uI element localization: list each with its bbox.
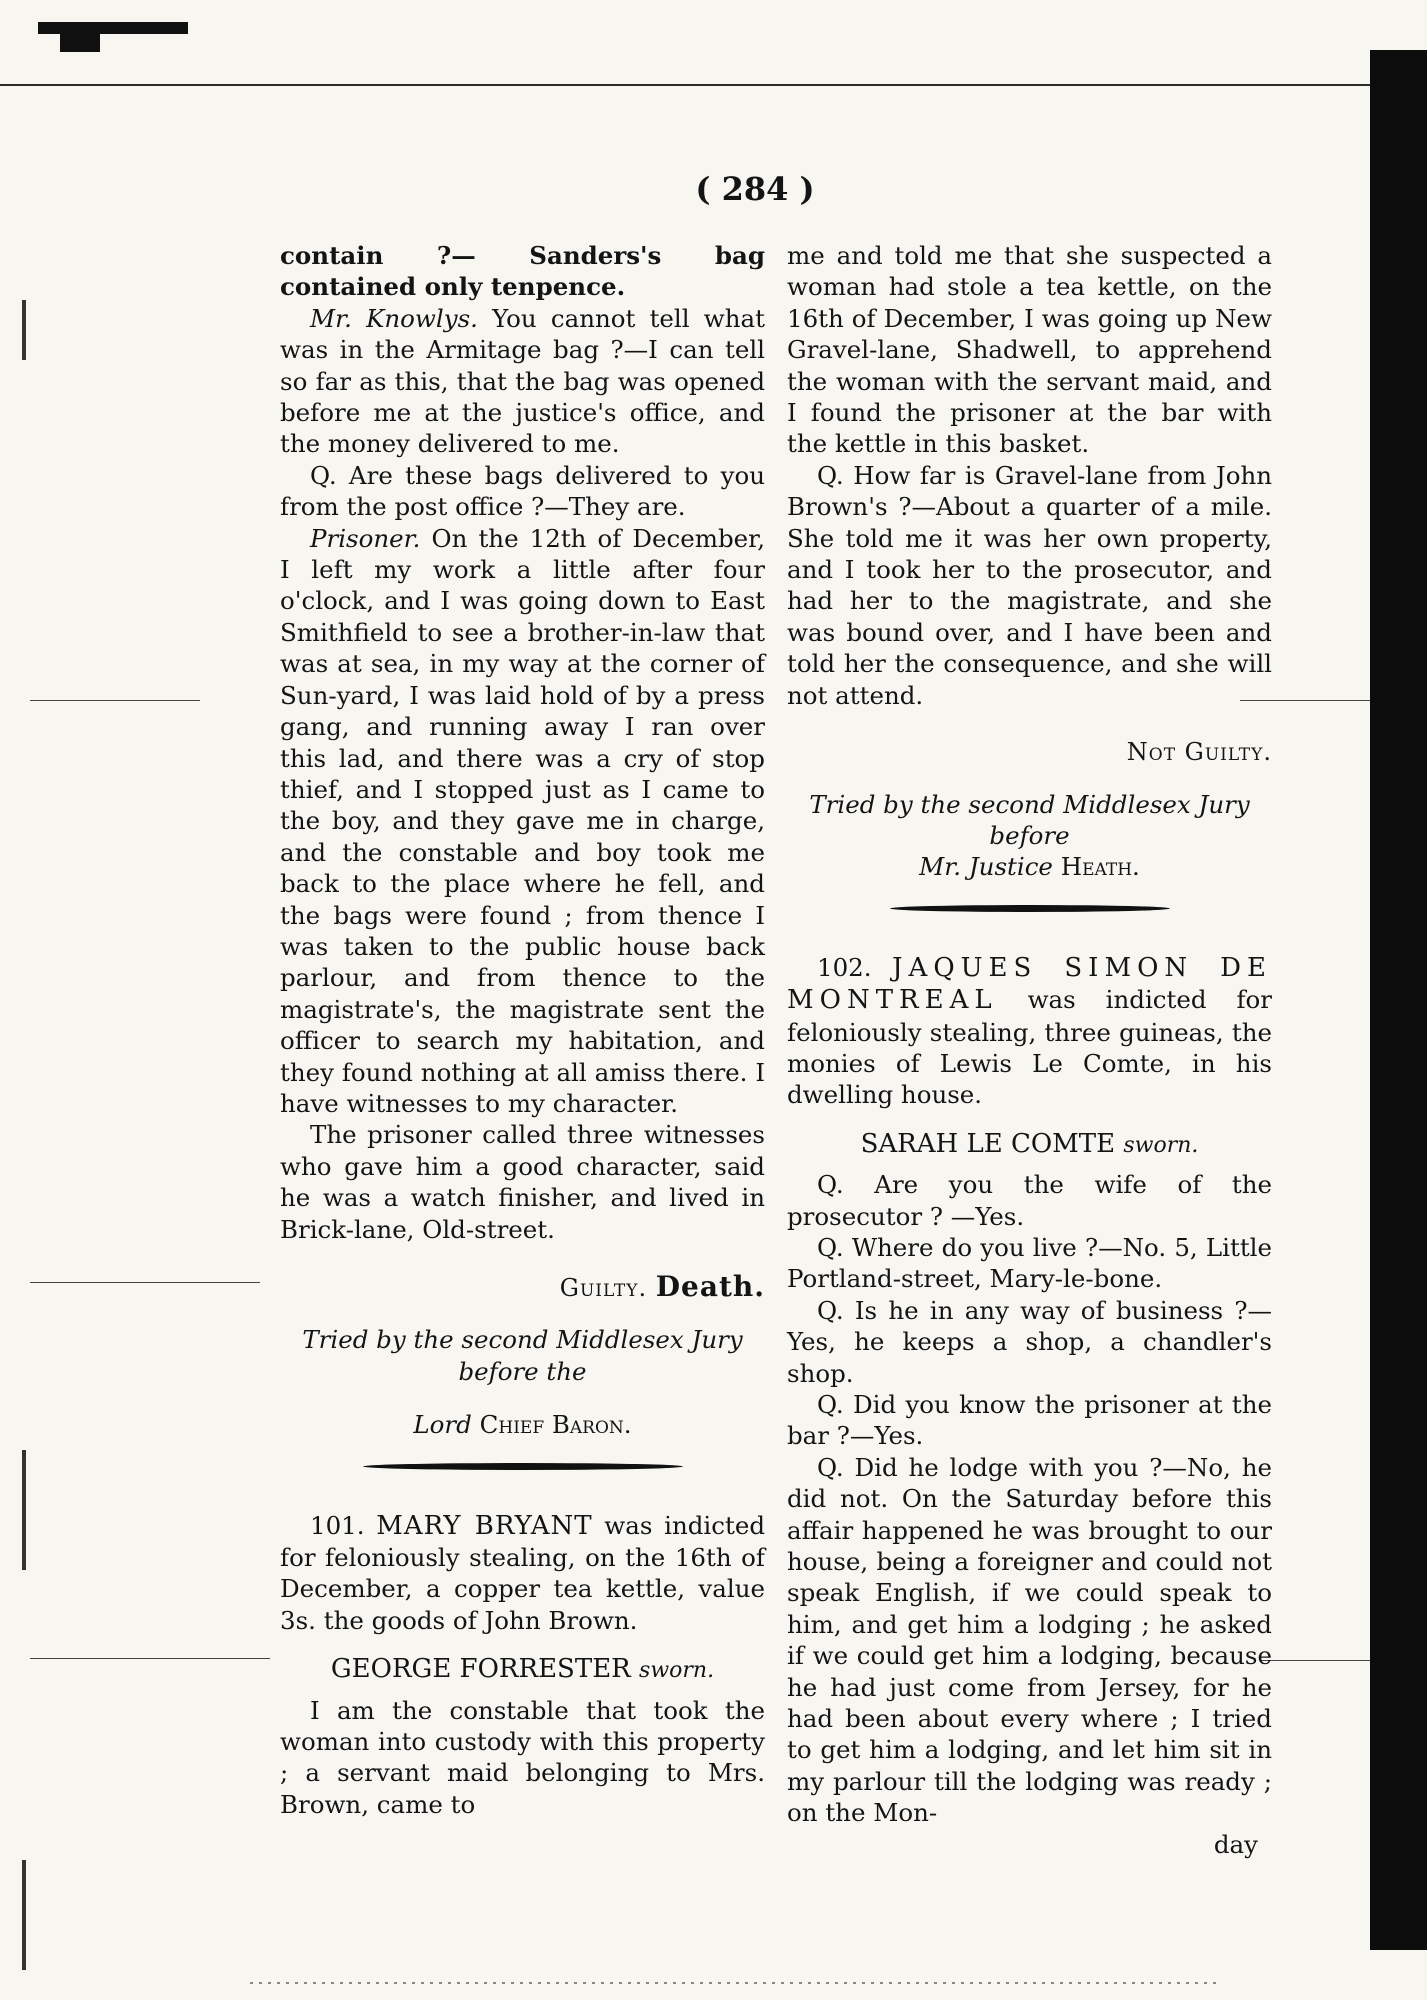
case-number: 102. [817, 952, 872, 982]
witness-sworn: sworn. [1123, 1132, 1199, 1158]
paragraph: Q. Are these bags delivered to you from the post office ?—They are. [280, 460, 765, 522]
paragraph: me and told me that she suspected a woman had stole a tea kettle, on the 16th of December, I was going up New Gravel-lane, Shadwell, to apprehend the woman with the servant maid, and I found the prisoner at the bar with the kettle in this basket. [787, 241, 1272, 459]
scan-top-rule [0, 84, 1380, 86]
scan-margin-mark [22, 300, 26, 360]
verdict-text: Guilty. [559, 1274, 648, 1302]
scan-margin-mark [22, 1450, 26, 1570]
paragraph: I am the constable that took the woman into custody with this property ; a servant maid belonging to Mrs. Brown, came to [280, 1695, 765, 1819]
witness-sworn: sworn. [639, 1658, 715, 1684]
case-heading [787, 952, 1272, 1111]
scan-bottom-noise [250, 1982, 1220, 1984]
paragraph [280, 303, 765, 460]
paragraph: The prisoner called three witnesses who gave him a good character, said he was a watch finisher, and lived in Brick-lane, Old-street. [280, 1120, 765, 1244]
trial-note [280, 1324, 765, 1440]
speaker-label: Prisoner. [310, 523, 421, 553]
case-defendant: MARY BRYANT [376, 1510, 593, 1541]
trial-note [787, 789, 1272, 883]
scan-binding-edge [1370, 50, 1427, 1950]
speaker-label: Mr. Knowlys. [310, 303, 478, 333]
scan-margin-line [1260, 1660, 1370, 1661]
paragraph-text: You cannot tell what was in the Armitage bag ?—I can tell so far as this, that the bag was opened before me at the justice's office, and the money delivered to me. [280, 303, 765, 459]
trial-line [280, 1409, 765, 1440]
catchword: day [1213, 1829, 1258, 1859]
verdict: Not Guilty. [1126, 738, 1272, 767]
paragraph-text: On the 12th of December, I left my work a little after four o'clock, and I was going down to East Smithfield to see a brother-in-law that was at sea, in my way at the corner of Sun-yard, I was laid hold of by a press gang, and running away I ran over this lad, and there was a cry of stop thief, and I stopped just as I came to the boy, and they gave me in charge, and the constable and boy took me back to the place where he fell, and the bags were found ; from thence I was taken to the public house back parlour, and from thence to the magistrate's, the magistrate sent the officer to search my habitation, and they found nothing at all amiss there. I have witnesses to my character. [280, 523, 765, 1118]
left-column [280, 240, 765, 1820]
case-text: was indicted for feloniously stealing, three guineas, the monies of Lewis Le Comte, in his dwelling house. [787, 985, 1272, 1110]
scan-margin-line [30, 700, 200, 701]
paragraph: Q. Did you know the prisoner at the bar ?—Yes. [787, 1390, 1272, 1451]
sentence-text: Death. [655, 1270, 765, 1303]
paragraph: Q. Is he in any way of business ?— Yes, he keeps a shop, a chandler's shop. [787, 1295, 1272, 1388]
judge-name: Heath. [1060, 852, 1140, 882]
case-text: was indicted for feloniously stealing, on the 16th of December, a copper tea kettle, value 3s. the goods of John Brown. [280, 1510, 765, 1635]
section-rule [890, 905, 1170, 912]
paragraph: Q. How far is Gravel-lane from John Brown's ?—About a quarter of a mile. She told me it was her own property, and I took her to the prosecutor, and had her to the magistrate, and she was bound over, and I have been and told her the consequence, and she will not attend. [787, 460, 1272, 710]
scan-corner-mark [38, 22, 188, 34]
scan-margin-mark [22, 1860, 26, 1970]
paragraph: Q. Are you the wife of the prosecutor ? —Yes. [787, 1170, 1272, 1231]
witness-heading [280, 1654, 765, 1686]
trial-line: Tried by the second Middlesex Jury before [809, 789, 1250, 850]
case-number: 101. [310, 1510, 365, 1540]
witness-heading [787, 1129, 1272, 1161]
scan-corner-mark-2 [60, 34, 100, 52]
verdict [280, 1271, 765, 1304]
paragraph: Q. Where do you live ?—No. 5, Little Portland-street, Mary-le-bone. [787, 1232, 1272, 1294]
section-rule [363, 1463, 683, 1470]
trial-line: Tried by the second Middlesex Jury before the [302, 1325, 743, 1386]
paragraph [280, 523, 765, 1120]
page-number: ( 284 ) [695, 170, 815, 208]
trial-prefix: Lord [413, 1410, 472, 1440]
trial-prefix: Mr. Justice [919, 852, 1053, 882]
paragraph: contain ?— Sanders's bag contained only tenpence. [280, 241, 765, 302]
case-defendant: JAQUES SIMON DE MONTREAL [787, 952, 1272, 1016]
scan-margin-line [30, 1282, 260, 1283]
witness-name: SARAH LE COMTE [860, 1128, 1116, 1159]
paragraph: Q. Did he lodge with you ?—No, he did not. On the Saturday before this affair happened he was brought to our house, being a foreigner and could not speak English, if we could speak to him, and get him a lodging ; he asked if we could get him a lodging, because he had just come from Jersey, for he had been about every where ; I tried to get him a lodging, and let him sit in my parlour till the lodging was ready ; on the Mon- [787, 1452, 1272, 1828]
case-heading [280, 1510, 765, 1637]
scan-margin-line [30, 1658, 270, 1659]
witness-name: GEORGE FORRESTER [330, 1654, 631, 1685]
right-column [787, 240, 1272, 1860]
trial-line [787, 851, 1272, 882]
judge-name: Chief Baron. [479, 1410, 632, 1440]
